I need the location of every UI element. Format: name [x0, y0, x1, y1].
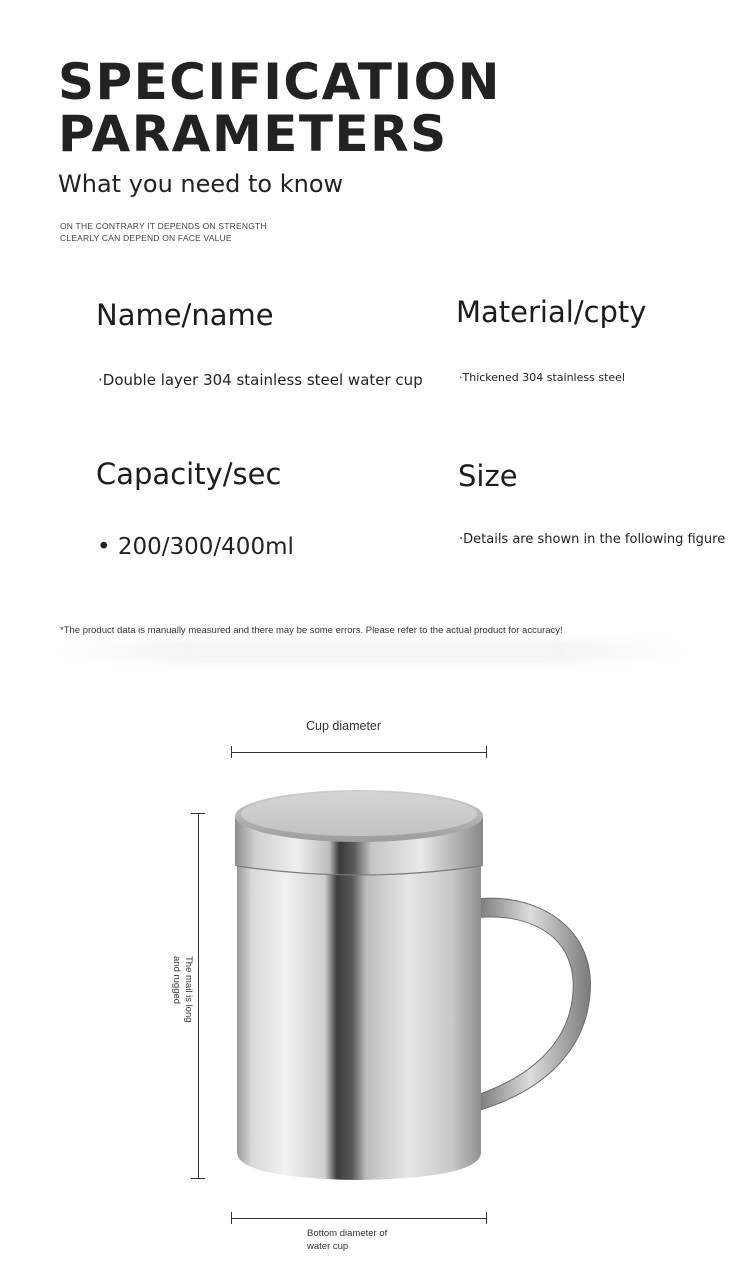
- stainless-mug-image: [225, 780, 605, 1190]
- height-line: [198, 813, 199, 1178]
- height-tick-bottom: [191, 1178, 205, 1179]
- spec-size-label: Size: [458, 459, 518, 493]
- tagline-line-1: ON THE CONTRARY IT DEPENDS ON STRENGTH: [60, 221, 267, 231]
- spec-size-value: ·Details are shown in the following figure: [459, 532, 726, 547]
- cup-diameter-tick-left: [231, 746, 232, 758]
- height-label: The mail is long and rugged: [171, 956, 194, 1023]
- spec-capacity-label: Capacity/sec: [96, 457, 282, 491]
- spec-capacity-value: • 200/300/400ml: [97, 534, 294, 560]
- faded-text-band: [62, 640, 682, 662]
- cup-diameter-label: Cup diameter: [306, 719, 382, 733]
- cup-diameter-line: [231, 752, 487, 753]
- bottom-diameter-tick-right: [486, 1212, 487, 1224]
- title-line-1: SPECIFICATION: [58, 53, 501, 111]
- bottom-diameter-label-line-1: Bottom diameter of: [307, 1228, 388, 1239]
- mug-handle: [470, 898, 590, 1110]
- bottom-diameter-tick-left: [231, 1212, 232, 1224]
- title-line-2: PARAMETERS: [58, 105, 448, 163]
- page-subtitle: What you need to know: [58, 170, 344, 198]
- spec-name-value: ·Double layer 304 stainless steel water cup: [98, 371, 423, 389]
- spec-material-value: ·Thickened 304 stainless steel: [459, 371, 625, 384]
- bottom-diameter-line: [231, 1218, 487, 1219]
- bottom-diameter-label: [307, 1227, 387, 1253]
- spec-material-label: Material/cpty: [456, 295, 647, 329]
- bottom-diameter-label-line-2: water cup: [307, 1241, 349, 1252]
- spec-name-label: Name/name: [96, 298, 274, 332]
- mug-body: [237, 862, 481, 1180]
- page-title: [58, 53, 501, 163]
- tagline-line-2: CLEARLY CAN DEPEND ON FACE VALUE: [60, 233, 232, 243]
- tagline: [60, 220, 267, 244]
- cup-diameter-tick-right: [486, 746, 487, 758]
- disclaimer-note: *The product data is manually measured and there may be some errors. Please refer to the actual product for accuracy!: [60, 625, 563, 636]
